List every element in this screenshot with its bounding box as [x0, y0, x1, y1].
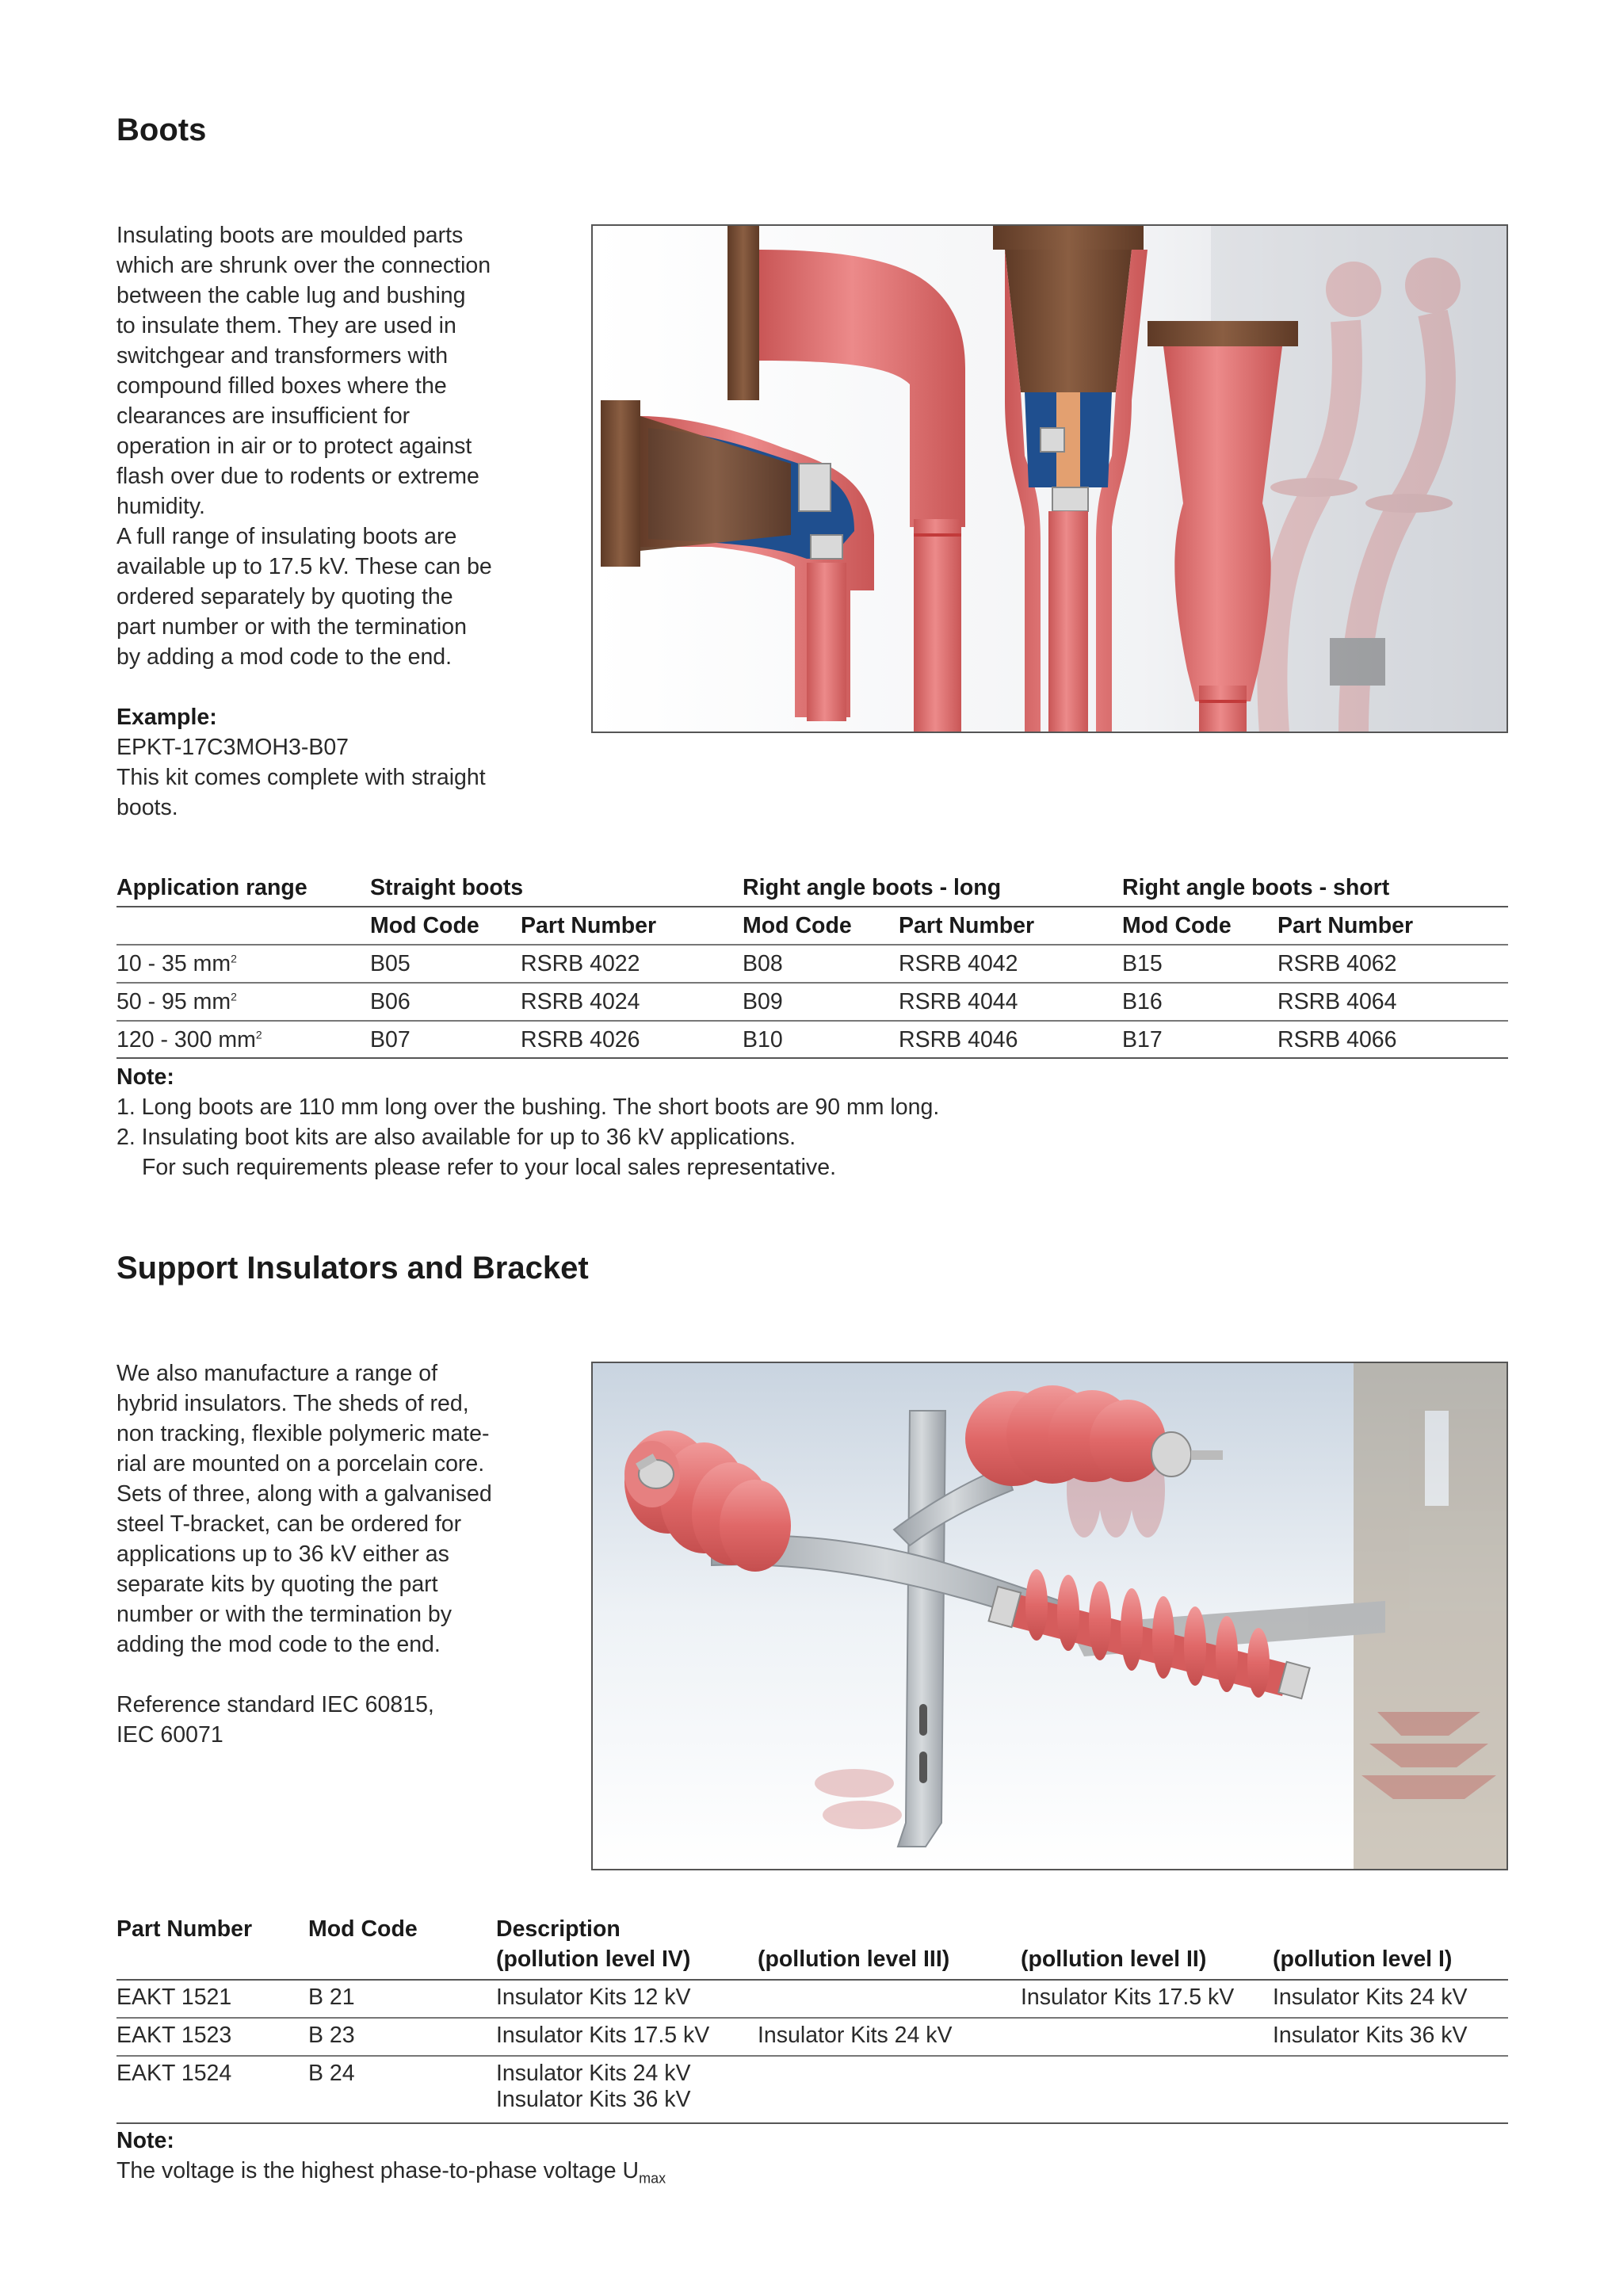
header-right-angle-long: Right angle boots - long	[743, 875, 1002, 900]
intro-line: number or with the termination by	[116, 1602, 452, 1627]
intro-line: hybrid insulators. The sheds of red,	[116, 1391, 469, 1416]
boots-drawing	[593, 226, 1507, 732]
part-number-cell: EAKT 1521	[116, 1985, 232, 2010]
intro-line: adding the mod code to the end.	[116, 1632, 441, 1657]
part-number-cell: RSRB 4042	[899, 951, 1018, 976]
table-rule	[116, 1979, 1508, 1981]
insulator-note	[116, 2126, 666, 2186]
mod-code-cell: B 24	[308, 2061, 355, 2086]
intro-line: part number or with the termination	[116, 614, 467, 640]
header-pollution-ii: (pollution level II)	[1021, 1946, 1207, 1972]
application-range-cell: 120 - 300 $mm^2$	[116, 1027, 262, 1052]
mod-code-cell: B16	[1122, 989, 1163, 1014]
header-part-number: Part Number	[116, 1916, 253, 1942]
mod-code-cell: B 21	[308, 1985, 355, 2010]
mod-code-cell: B08	[743, 951, 783, 976]
mod-code-cell: B07	[370, 1027, 411, 1052]
part-number-cell: RSRB 4044	[899, 989, 1018, 1014]
part-number-cell: RSRB 4062	[1277, 951, 1397, 976]
subheader-part-number: Part Number	[521, 913, 657, 938]
table-rule	[116, 944, 1508, 946]
table-rule	[116, 1020, 1508, 1022]
table-rule	[116, 2055, 1508, 2057]
intro-line: clearances are insufficient for	[116, 403, 411, 429]
note-text: The voltage is the highest phase-to-phase voltage $U_{max}$	[116, 2158, 666, 2187]
intro-line: to insulate them. They are used in	[116, 313, 456, 338]
header-right-angle-short: Right angle boots - short	[1122, 875, 1390, 900]
header-mod-code: Mod Code	[308, 1916, 418, 1942]
intro-line: humidity.	[116, 494, 205, 519]
mod-code-cell: B10	[743, 1027, 783, 1052]
intro-line: separate kits by quoting the part	[116, 1572, 438, 1597]
insulator-drawing	[593, 1363, 1507, 1869]
subheader-mod-code: Mod Code	[743, 913, 852, 938]
support-intro	[116, 1358, 492, 1660]
intro-line: Sets of three, along with a galvanised	[116, 1481, 492, 1507]
table-row	[116, 2061, 1508, 2113]
reference-line: Reference standard IEC 60815,	[116, 1692, 434, 1717]
table-rule	[116, 982, 1508, 984]
header-application-range: Application range	[116, 875, 307, 900]
mod-code-cell: B09	[743, 989, 783, 1014]
intro-line: ordered separately by quoting the	[116, 584, 453, 609]
insulator-table	[116, 1916, 1508, 2113]
pollution-iii-cell	[758, 2061, 1021, 2113]
intro-line: between the cable lug and bushing	[116, 283, 466, 308]
part-number-cell: RSRB 4026	[521, 1027, 640, 1052]
subheader-mod-code: Mod Code	[1122, 913, 1232, 938]
part-number-cell: RSRB 4066	[1277, 1027, 1397, 1052]
pollution-i-cell: Insulator Kits 36 kV	[1273, 2023, 1468, 2048]
example-label: Example:	[116, 705, 217, 730]
part-number-cell: EAKT 1523	[116, 2023, 232, 2048]
pollution-i-cell	[1273, 2061, 1508, 2113]
note-line: 2. Insulating boot kits are also available for up to 36 kV applications.	[116, 1125, 796, 1150]
header-pollution-iv: (pollution level IV)	[496, 1946, 691, 1972]
mod-code-cell: B 23	[308, 2023, 355, 2048]
subheader-mod-code: Mod Code	[370, 913, 479, 938]
mod-code-cell: B06	[370, 989, 411, 1014]
header-description: Description	[496, 1916, 621, 1942]
pollution-iv-cell: Insulator Kits 12 kV	[496, 1985, 691, 2010]
intro-line: rial are mounted on a porcelain core.	[116, 1451, 485, 1477]
support-title: Support Insulators and Bracket	[116, 1251, 589, 1286]
part-number-cell: EAKT 1524	[116, 2061, 232, 2086]
intro-line: A full range of insulating boots are	[116, 524, 457, 549]
application-range-cell: 50 - 95 $mm^2$	[116, 989, 237, 1014]
table-row	[116, 951, 1507, 989]
intro-line: available up to 17.5 kV. These can be	[116, 554, 492, 579]
header-pollution-i: (pollution level I)	[1273, 1946, 1453, 1972]
table-rule	[116, 2017, 1508, 2019]
note-subscript: max	[639, 2170, 666, 2187]
intro-line: which are shrunk over the connection	[116, 253, 491, 278]
intro-line: Insulating boots are moulded parts	[116, 223, 464, 248]
boots-illustration	[591, 224, 1508, 733]
intro-line: non tracking, flexible polymeric mate-	[116, 1421, 490, 1446]
note-label: Note:	[116, 2128, 174, 2153]
table-rule	[116, 2122, 1508, 2124]
pollution-iv-cell: Insulator Kits 24 kV Insulator Kits 36 kV	[496, 2061, 691, 2112]
intro-line: switchgear and transformers with	[116, 343, 449, 369]
header-pollution-iii: (pollution level III)	[758, 1946, 950, 1972]
intro-line: applications up to 36 kV either as	[116, 1541, 449, 1567]
table-row	[116, 1027, 1507, 1065]
example-line: This kit comes complete with straight	[116, 765, 486, 790]
table-rule	[116, 906, 1508, 907]
support-reference	[116, 1690, 434, 1750]
note-line: 1. Long boots are 110 mm long over the bushing. The short boots are 90 mm long.	[116, 1095, 940, 1120]
mod-code-cell: B17	[1122, 1027, 1163, 1052]
pollution-ii-cell: Insulator Kits 17.5 kV	[1021, 1985, 1235, 2010]
part-number-cell: RSRB 4064	[1277, 989, 1397, 1014]
application-range-cell: 10 - 35 $mm^2$	[116, 951, 237, 976]
intro-line: steel T-bracket, can be ordered for	[116, 1511, 462, 1537]
intro-line: by adding a mod code to the end.	[116, 644, 453, 670]
note-label: Note:	[116, 1064, 174, 1090]
example-line: EPKT-17C3MOH3-B07	[116, 735, 349, 760]
mod-code-cell: B05	[370, 951, 411, 976]
part-number-cell: RSRB 4046	[899, 1027, 1018, 1052]
insulator-illustration	[591, 1362, 1508, 1870]
subheader-part-number: Part Number	[899, 913, 1035, 938]
table-rule	[116, 1057, 1508, 1059]
pollution-ii-cell	[1021, 2061, 1273, 2113]
header-straight-boots: Straight boots	[370, 875, 524, 900]
table-row	[116, 989, 1507, 1027]
pollution-iv-cell: Insulator Kits 17.5 kV	[496, 2023, 710, 2048]
part-number-cell: RSRB 4024	[521, 989, 640, 1014]
subheader-part-number: Part Number	[1277, 913, 1414, 938]
boots-example	[116, 702, 486, 823]
example-line: boots.	[116, 795, 178, 820]
intro-line: operation in air or to protect against	[116, 434, 472, 459]
note-line: For such requirements please refer to your local sales representative.	[142, 1155, 836, 1180]
part-number-cell: RSRB 4022	[521, 951, 640, 976]
boots-note	[116, 1062, 939, 1182]
intro-line: flash over due to rodents or extreme	[116, 464, 479, 489]
boots-intro	[116, 220, 492, 672]
pollution-iii-cell: Insulator Kits 24 kV	[758, 2023, 953, 2048]
intro-line: We also manufacture a range of	[116, 1361, 438, 1386]
boots-table	[116, 875, 1507, 1065]
intro-line: compound filled boxes where the	[116, 373, 447, 399]
reference-line: IEC 60071	[116, 1722, 223, 1748]
boots-title: Boots	[116, 113, 207, 147]
mod-code-cell: B15	[1122, 951, 1163, 976]
pollution-i-cell: Insulator Kits 24 kV	[1273, 1985, 1468, 2010]
